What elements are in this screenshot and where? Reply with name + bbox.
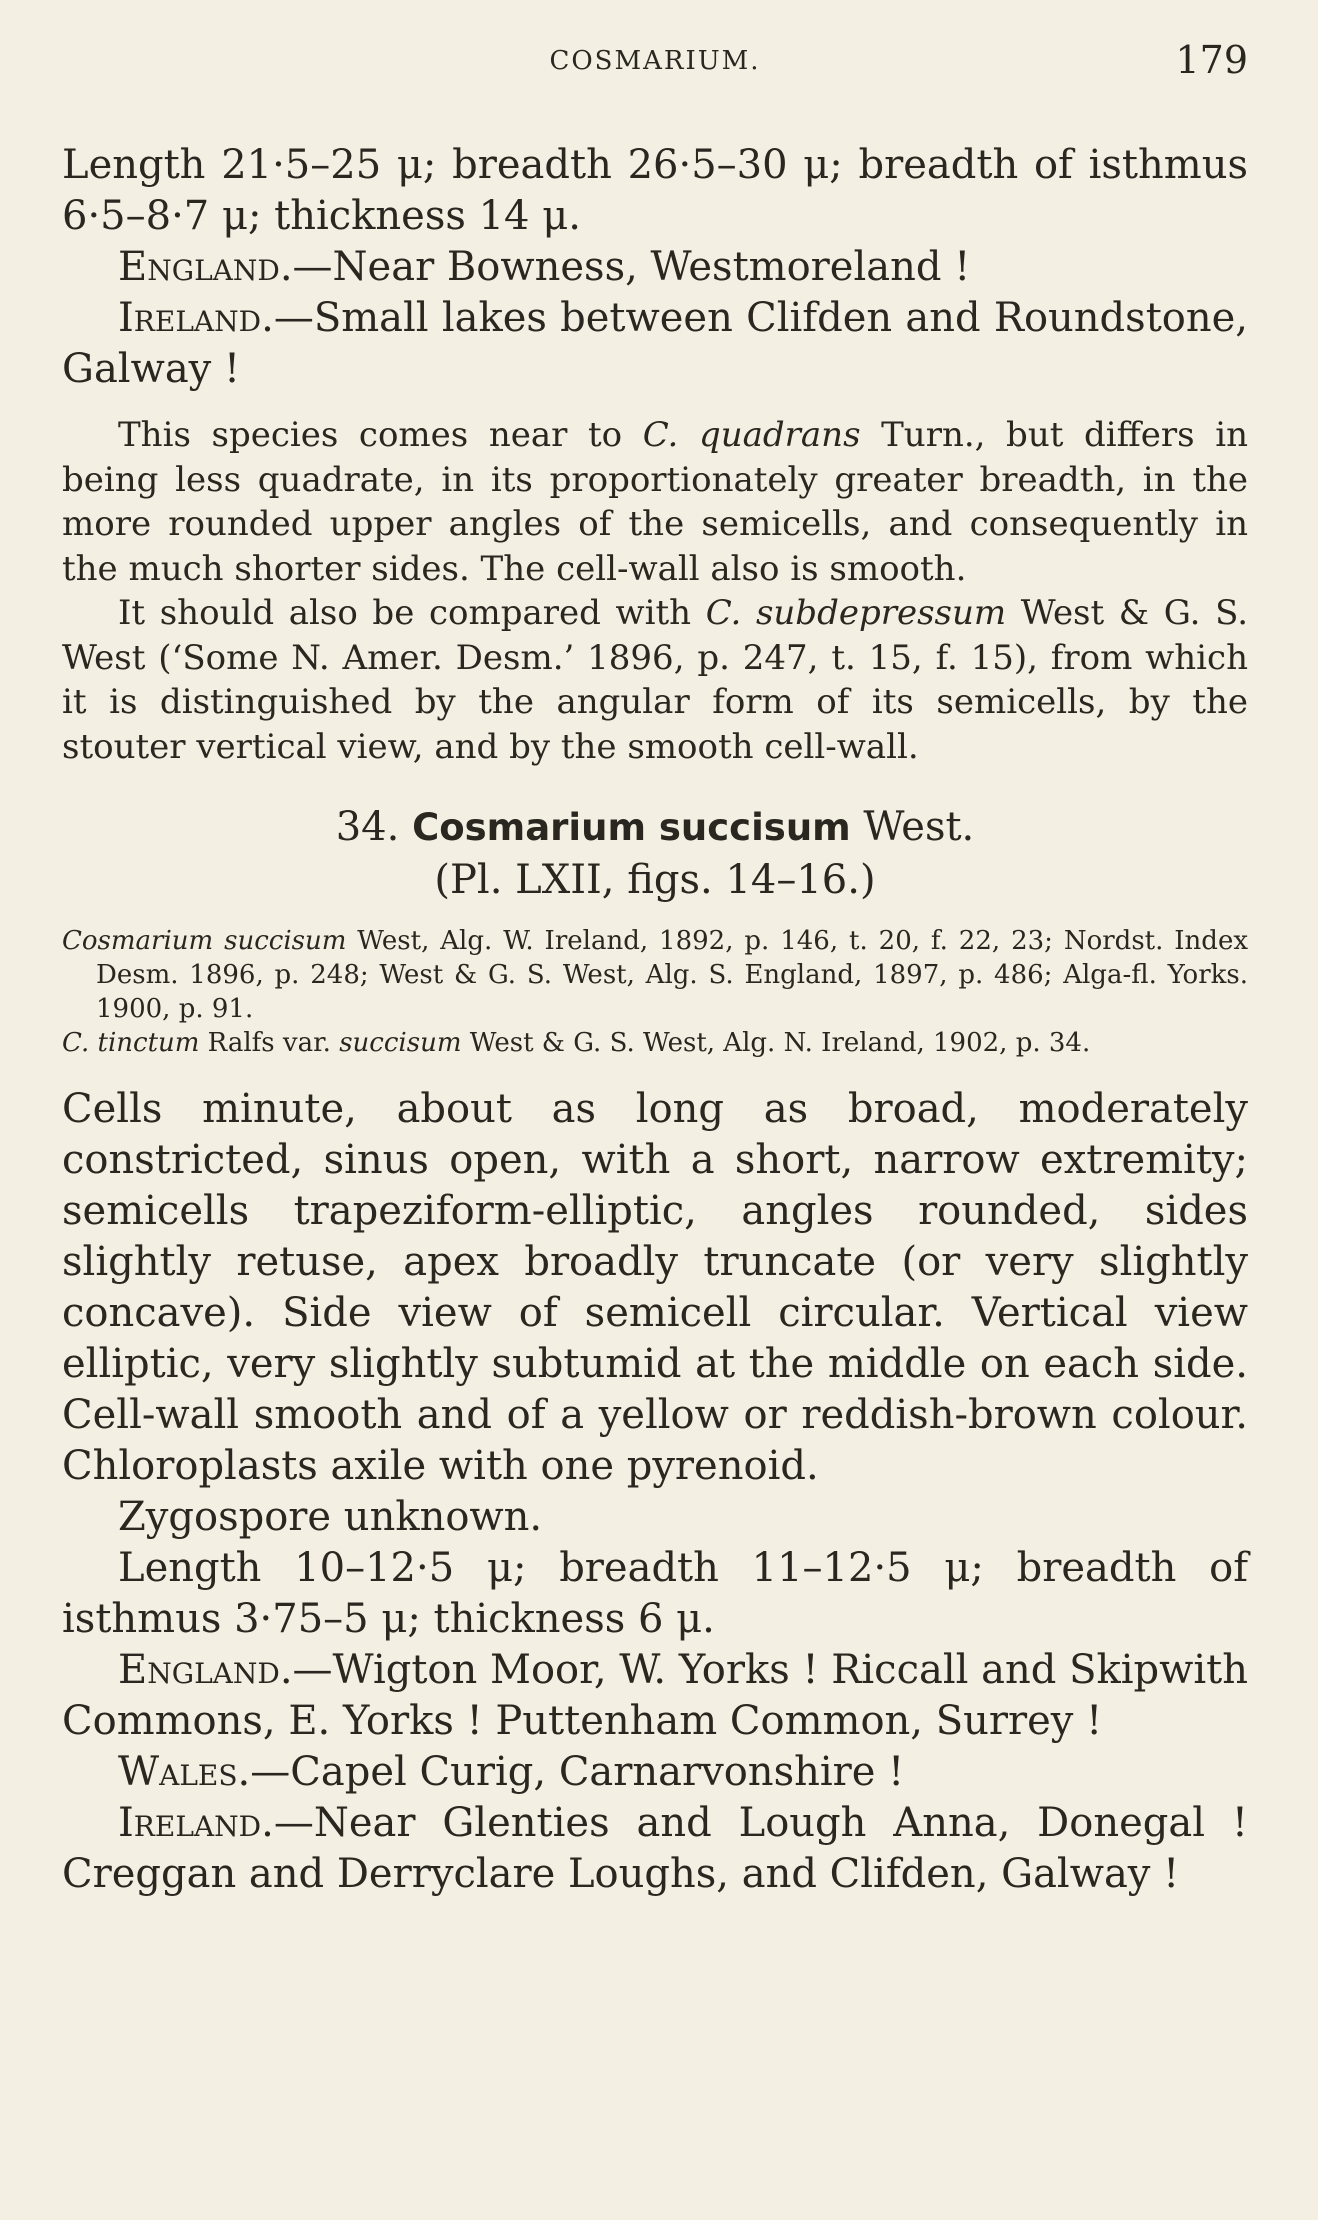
reference-text: West & G. S. West, Alg. N. Ireland, 1902, p. 34. bbox=[461, 1028, 1091, 1058]
species-number: 34. bbox=[335, 804, 400, 850]
locality-text: —Small lakes between Clifden and Roundstone, Galway ! bbox=[62, 295, 1248, 392]
measurements-paragraph: Length 21·5–25 μ; breadth 26·5–30 μ; breadth of isthmus 6·5–8·7 μ; thickness 14 μ. bbox=[62, 142, 1248, 239]
reference-name: Cosmarium succisum bbox=[62, 926, 347, 956]
running-head: COSMARIUM. bbox=[549, 46, 761, 76]
species-name: Cosmarium succisum bbox=[412, 806, 851, 849]
reference-text: Ralfs var. bbox=[199, 1028, 340, 1058]
description-paragraph: Cells minute, about as long as broad, moderately constricted, sinus open, with a short, narrow extremity; semicells trapeziform-elliptic, angles rounded, sides slightly retuse, apex broadly truncate (or very slightly concave). Side view of semicell circular. Vertical view elliptic, very slightly subtumid at the middle on each side. Cell-wall smooth and of a yellow or reddish-brown colour. Chloroplasts axile with one pyrenoid. bbox=[62, 1086, 1248, 1489]
species-locality-ireland bbox=[62, 1798, 1248, 1900]
region-name: England. bbox=[118, 1647, 293, 1693]
species-authority: West. bbox=[850, 804, 975, 850]
region-name: Wales. bbox=[118, 1749, 251, 1795]
locality-text: —Capel Curig, Carnarvonshire ! bbox=[250, 1749, 905, 1795]
species-locality-england bbox=[62, 1645, 1248, 1747]
remarks-paragraph-2 bbox=[62, 591, 1248, 769]
remarks-text: Turn., but differs in being less quadrate, in its proportionately greater breadth, in the more rounded upper angles of the semicells, and consequently in the much shorter sides. The cell-wall also is smooth. bbox=[62, 415, 1248, 589]
remarks-text: West & G. S. West (‘Some N. Amer. Desm.’ 1896, p. 247, t. 15, f. 15), from which it is distinguished by the angular form of its semicells, by the stouter vertical view, and by the smooth cell-wall. bbox=[62, 593, 1248, 767]
locality-text: —Near Bowness, Westmoreland ! bbox=[292, 244, 971, 290]
locality-england bbox=[62, 242, 1248, 293]
species-reference: C. subdepressum bbox=[705, 593, 1007, 633]
locality-text: —Wigton Moor, W. Yorks ! Riccall and Skipwith Commons, E. Yorks ! Puttenham Common, Surrey ! bbox=[62, 1647, 1248, 1744]
remarks-paragraph-1 bbox=[62, 413, 1248, 591]
species-reference: C. quadrans bbox=[642, 415, 861, 455]
reference-text: West, Alg. W. Ireland, 1892, p. 146, t. 20, f. 22, 23; Nordst. Index Desm. 1896, p. 248; West & G. S. West, Alg. S. England, 1897, p. 486; Alga-fl. Yorks. 1900, p. 91. bbox=[96, 926, 1249, 1024]
locality-text: —Near Glenties and Lough Anna, Donegal ! Creggan and Derryclare Loughs, and Clifden, Galway ! bbox=[62, 1800, 1248, 1897]
region-name: England. bbox=[118, 244, 293, 290]
region-name: Ireland. bbox=[118, 295, 274, 341]
reference-2 bbox=[62, 1026, 1248, 1060]
region-name: Ireland. bbox=[118, 1800, 274, 1846]
species-heading bbox=[62, 801, 1248, 854]
remarks-text: This species comes near to bbox=[118, 415, 643, 455]
reference-name: C. tinctum bbox=[62, 1028, 200, 1058]
reference-1 bbox=[62, 924, 1248, 1026]
species-locality-wales bbox=[62, 1747, 1248, 1798]
locality-ireland bbox=[62, 293, 1248, 395]
species-measurements: Length 10–12·5 μ; breadth 11–12·5 μ; breadth of isthmus 3·75–5 μ; thickness 6 μ. bbox=[62, 1545, 1248, 1642]
plate-reference: (Pl. LXII, figs. 14–16.) bbox=[434, 857, 876, 903]
remarks-text: It should also be compared with bbox=[118, 593, 706, 633]
page-header bbox=[62, 0, 1248, 140]
reference-variety: succisum bbox=[339, 1028, 462, 1058]
page-number: 179 bbox=[1175, 38, 1248, 82]
zygospore-paragraph: Zygospore unknown. bbox=[118, 1494, 543, 1540]
